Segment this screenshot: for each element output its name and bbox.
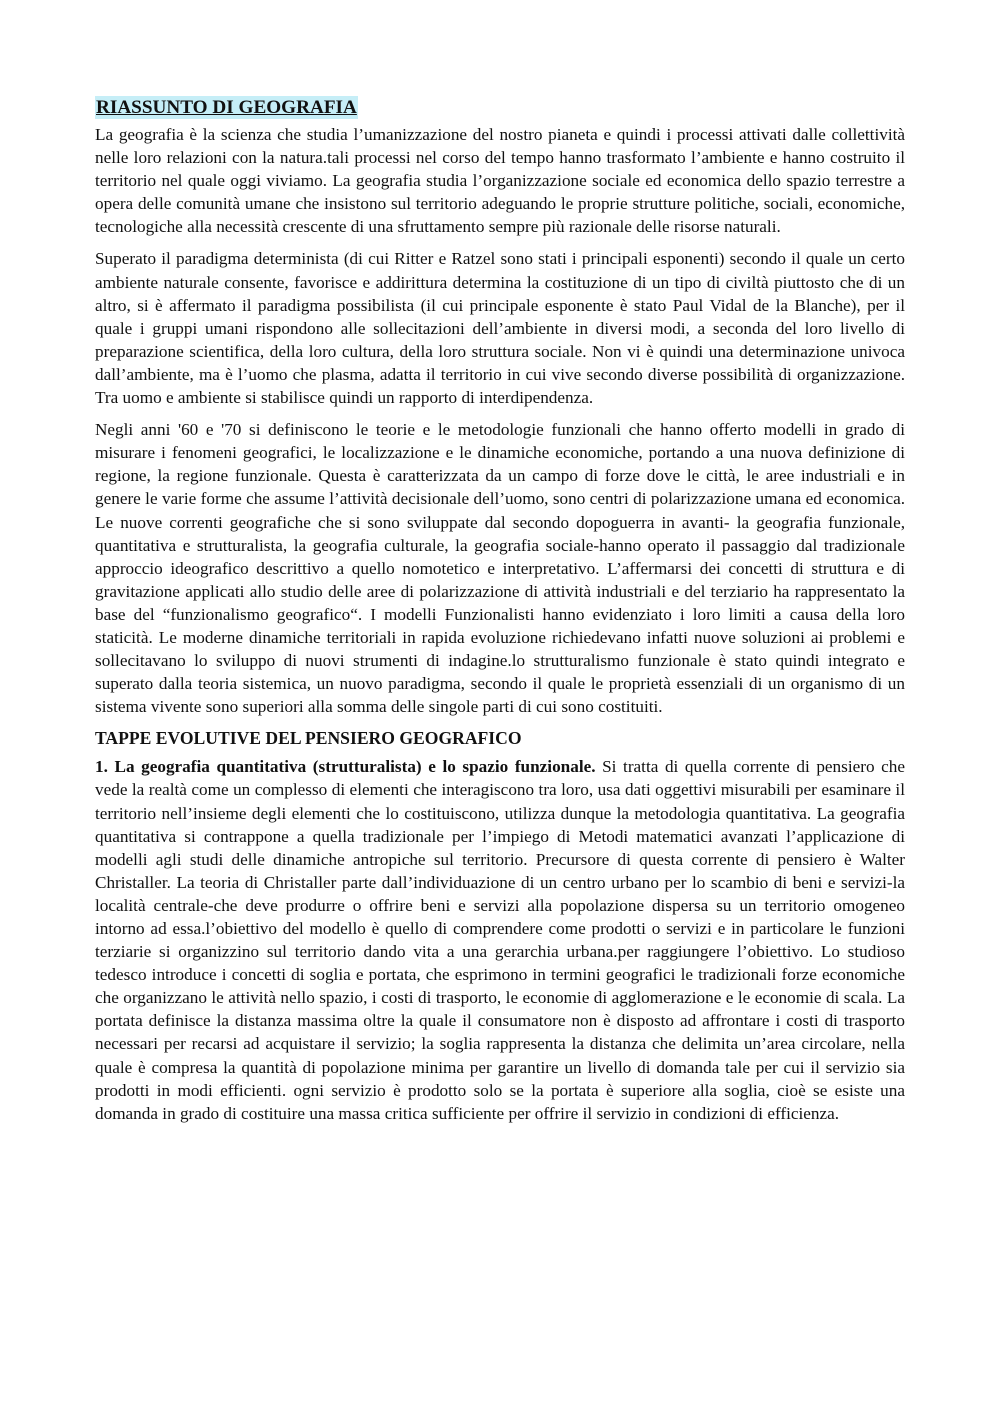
paragraph-intro: La geografia è la scienza che studia l’umanizzazione del nostro pianeta e quindi i processi attivati dalle collettività nelle loro relazioni con la natura.tali processi nel corso del tempo hanno trasformato l’ambiente e hanno costruito il territorio nel quale oggi viviamo. La geografia studia l’organizzazione sociale ed economica dello spazio terrestre a opera delle comunità umane che insistono sul territorio adeguando le proprie strutture politiche, sociali, economiche, tecnologiche alla necessità crescente di una sfruttamento sempre più razionale delle risorse naturali. [95,125,905,237]
paragraph-functional-theories: Negli anni '60 e '70 si definiscono le teorie e le metodologie funzionali che hanno offerto modelli in grado di misurare i fenomeni geografici, le localizzazione e le dinamiche economiche, portando a una nuova definizione di regione, la regione funzionale. Questa è caratterizzata da un campo di forze dove le città, le aree industriali e in genere le varie forme che assume l’attività decisionale dell’uomo, sono centri di polarizzazione umana ed economica. Le nuove correnti geografiche che si sono sviluppate dal secondo dopoguerra in avanti- la geografia funzionale, quantitativa e strutturalista, la geografia culturale, la geografia sociale-hanno operato il passaggio dal tradizionale approccio ideografico descrittivo a quello nomotetico e interpretativo. L’affermarsi dei concetti di struttura e di gravitazione applicati allo studio delle aree di polarizzazione di attività industriali e del terziario ha rappresentato la base del “funzionalismo geografico“. I modelli Funzionalisti hanno evidenziato i loro limiti a causa della loro staticità. Le moderne dinamiche territoriali in rapida evoluzione richiedevano infatti nuove soluzioni ai problemi e sollecitavano lo sviluppo di nuovi strumenti di indagine.lo strutturalismo funzionale è stato quindi integrato e superato dalla teoria sistemica, un nuovo paradigma, secondo il quale le proprietà essenziali di un organismo di un sistema vivente sono superiori alla somma delle singole parti di cui sono costituiti. [95,420,905,717]
section-heading: TAPPE EVOLUTIVE DEL PENSIERO GEOGRAFICO [95,728,522,749]
item-1-body: Si tratta di quella corrente di pensiero che vede la realtà come un complesso di elementi che interagiscono tra loro, usa dati oggettivi misurabili per esaminare il territorio nell’insieme degli elementi che lo costituiscono, utilizza dunque la metodologia quantitativa. La geografia quantitativa si contrappone a quella tradizionale per l’impiego di Metodi matematici avanzati l’applicazione di modelli agli studi delle dinamiche antropiche sul territorio. Precursore di questa corrente di pensiero è Walter Christaller. La teoria di Christaller parte dall’individuazione di un centro urbano per lo scambio di beni e servizi-la località centrale-che deve produrre o offrire beni e servizi alla popolazione dispersa su un territorio omogeneo intorno ad essa.l’obiettivo del modello è quello di comprendere come prodotti o servizi e in particolare le funzioni terziarie si organizzino sul territorio dando vita a una gerarchia urbana.per raggiungere l’obiettivo. Lo studioso tedesco introduce i concetti di soglia e portata, che esprimono in termini geografici le tradizionali forze economiche che organizzano le attività nello spazio, i costi di trasporto, le economie di agglomerazione e le economie di scala. La portata definisce la distanza massima oltre la quale il consumatore non è disposto ad affrontare i costi di trasporto necessari per recarsi ad acquistare il servizio; la soglia rappresenta la distanza che delimita un’area circolare, nella quale è compresa la quantità di popolazione minima per garantire un livello di domanda tale per cui il servizio sia prodotti in modi efficienti. ogni servizio è prodotto solo se la portata è superiore alla soglia, cioè se esiste una domanda in grado di costituire una massa critica sufficiente per offrire il servizio in condizioni di efficienza. [95,757,905,1123]
paragraph-quantitative-geography [95,755,905,1125]
item-1-lead: 1. La geografia quantitativa (strutturalista) e lo spazio funzionale. [95,757,596,777]
document-page [95,96,905,1134]
paragraph-paradigms: Superato il paradigma determinista (di cui Ritter e Ratzel sono stati i principali esponenti) secondo il quale un certo ambiente naturale consente, favorisce e addirittura determina la costituzione di un tipo di civiltà piuttosto che di un altro, si è affermato il paradigma possibilista (il cui principale esponente è stato Paul Vidal de la Blanche), per il quale i gruppi umani rispondono alle sollecitazioni dell’ambiente in diversi modi, a seconda del loro livello di preparazione scientifica, della loro cultura, della loro struttura sociale. Non vi è quindi una determinazione univoca dall’ambiente, ma è l’uomo che plasma, adatta il territorio in cui vive secondo diverse possibilità di organizzazione. Tra uomo e ambiente si stabilisce quindi un rapporto di interdipendenza. [95,249,905,408]
document-title: RIASSUNTO DI GEOGRAFIA [96,97,357,118]
